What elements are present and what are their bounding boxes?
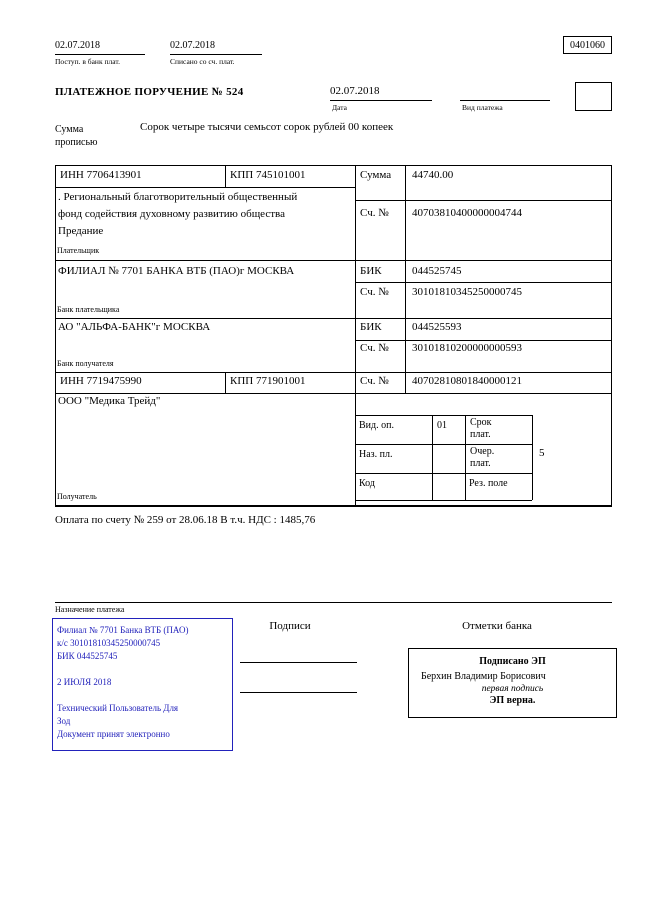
blue-stamp-corr-account: к/с 30101810345250000745	[57, 638, 161, 648]
form-code-box: 0401060	[563, 36, 612, 54]
payee-bank-section-label: Банк получателя	[57, 359, 114, 368]
amount-words-label: Сумма прописью	[55, 124, 98, 148]
payee-bank-name: АО "АЛЬФА-БАНК"г МОСКВА	[58, 321, 211, 333]
payer-inn: ИНН 7706413901	[60, 169, 142, 181]
srok-plat-label: Срок плат.	[470, 417, 492, 440]
payee-bank-bik-label: БИК	[360, 321, 382, 333]
debited-date-label: Списано со сч. плат.	[170, 57, 235, 66]
document-title: ПЛАТЕЖНОЕ ПОРУЧЕНИЕ № 524	[55, 86, 244, 98]
amount-value: 44740.00	[412, 169, 454, 181]
blue-stamp-user-line2: Зод	[57, 716, 71, 726]
ocher-plat-label: Очер. плат.	[470, 446, 495, 469]
payee-bank-bik: 044525593	[412, 321, 462, 333]
amount-label: Сумма	[360, 169, 392, 181]
payment-purpose-label: Назначение платежа	[55, 605, 125, 614]
payee-bank-account: 30101810200000000593	[412, 342, 522, 354]
payer-account: 40703810400000004744	[412, 207, 522, 219]
payee-name: ООО "Медика Трейд"	[58, 395, 161, 407]
debited-date: 02.07.2018	[170, 40, 215, 51]
payer-bank-account-label: Сч. №	[360, 286, 389, 298]
vid-op-label: Вид. оп.	[359, 420, 394, 431]
payer-bank-account: 30101810345250000745	[412, 286, 522, 298]
payer-bank-name: ФИЛИАЛ № 7701 БАНКА ВТБ (ПАО)г МОСКВА	[58, 265, 295, 277]
document-date: 02.07.2018	[330, 85, 380, 97]
received-date-label: Поступ. в банк плат.	[55, 57, 120, 66]
naz-pl-label: Наз. пл.	[359, 449, 393, 460]
payment-type-label: Вид платежа	[462, 103, 503, 112]
kod-label: Код	[359, 478, 375, 489]
stamp-signed-label: Подписано ЭП	[479, 656, 546, 667]
payer-kpp: КПП 745101001	[230, 169, 306, 181]
payment-purpose: Оплата по счету № 259 от 28.06.18 В т.ч. НДС : 1485,76	[55, 514, 316, 526]
blue-stamp-date: 2 ИЮЛЯ 2018	[57, 677, 112, 687]
blue-stamp-bank-name: Филиал № 7701 Банка ВТБ (ПАО)	[57, 625, 189, 635]
payer-name: . Региональный благотворительный общественный фонд содействия духовному развитию общества Предание	[58, 191, 298, 237]
stamp-signature-type: первая подпись	[481, 684, 544, 694]
blue-stamp-accepted: Документ принят электронно	[57, 729, 170, 739]
payee-account: 40702810801840000121	[412, 375, 522, 387]
date-label: Дата	[332, 103, 347, 112]
rez-pole-label: Рез. поле	[469, 478, 508, 489]
payee-kpp: КПП 771901001	[230, 375, 306, 387]
bank-signature-stamp	[408, 648, 617, 718]
signatures-title: Подписи	[269, 620, 311, 632]
payee-section-label: Получатель	[57, 492, 97, 501]
payer-bank-bik: 044525745	[412, 265, 462, 277]
payer-section-label: Плательщик	[57, 246, 100, 255]
blue-stamp-user-line1: Технический Пользователь Для	[57, 703, 179, 713]
payer-account-label: Сч. №	[360, 207, 389, 219]
payee-inn: ИНН 7719475990	[60, 375, 142, 387]
stamp-verified-label: ЭП верна.	[489, 695, 536, 706]
vid-op-value: 01	[437, 420, 447, 431]
received-date: 02.07.2018	[55, 40, 100, 51]
payer-bank-section-label: Банк плательщика	[57, 305, 120, 314]
payee-bank-account-label: Сч. №	[360, 342, 389, 354]
blue-stamp-bik: БИК 044525745	[57, 651, 118, 661]
payment-type-box	[575, 82, 612, 111]
payer-bank-bik-label: БИК	[360, 265, 382, 277]
amount-words: Сорок четыре тысячи семьсот сорок рублей 00 копеек	[140, 121, 394, 133]
payee-account-label: Сч. №	[360, 375, 389, 387]
stamp-signer-name: Берхин Владимир Борисович	[421, 671, 546, 682]
bank-blue-stamp	[52, 618, 233, 751]
ocher-plat-value: 5	[539, 447, 545, 459]
bank-marks-title: Отметки банка	[462, 620, 532, 632]
